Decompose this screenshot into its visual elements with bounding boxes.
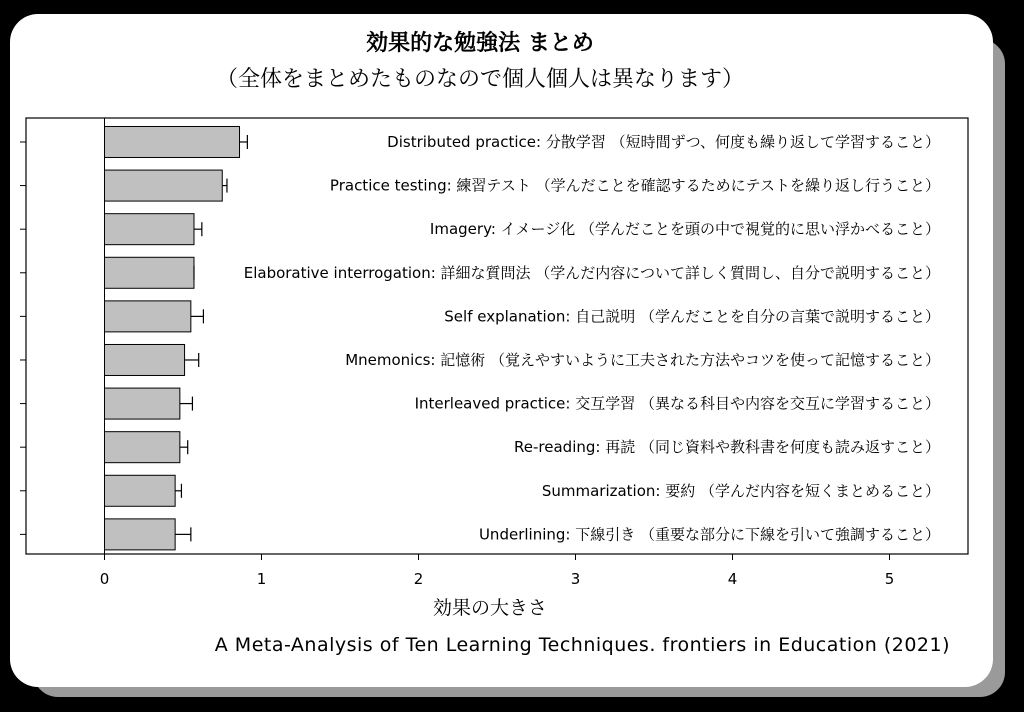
category-label: Summarization: 要約 （学んだ内容を短くまとめること） [541,481,940,500]
category-label-group [342,350,943,370]
bar [105,170,223,201]
category-label: Mnemonics: 記憶術 （覚えやすいように工夫された方法やコツを使って記憶すること） [345,350,940,369]
category-label: Imagery: イメージ化 （学んだことを頭の中で視覚的に思い浮かべること） [429,220,940,239]
category-label-group [476,524,943,544]
bar [105,257,194,288]
bar [105,301,191,332]
category-label: Re-reading: 再読 （同じ資料や教科書を何度も読み返すこと） [514,438,940,457]
bar [105,126,240,157]
x-tick-label: 4 [727,570,738,588]
x-tick-label: 0 [99,570,110,588]
category-label: Interleaved practice: 交互学習 （異なる科目や内容を交互に学習すること） [414,394,940,413]
chart-title-line2: （全体をまとめたものなので個人個人は異なります） [215,67,744,92]
x-tick-label: 1 [256,570,267,588]
category-label-group [539,481,943,501]
category-label-group [384,132,943,152]
category-label-group [412,394,943,414]
chart-title-line1: 効果的な勉強法 まとめ [366,31,594,56]
category-label: Underlining: 下線引き （重要な部分に下線を引いて強調すること） [478,525,940,544]
x-tick-label: 5 [884,570,895,588]
bar [105,388,180,419]
category-label: Distributed practice: 分散学習 （短時間ずつ、何度も繰り返して学習すること） [387,132,940,151]
category-label-group [427,219,943,239]
bar [105,214,194,245]
category-label: Self explanation: 自己説明 （学んだことを自分の言葉で説明すること） [444,307,940,326]
category-label-group [327,176,943,196]
x-tick-label: 3 [570,570,581,588]
source-citation: A Meta-Analysis of Ten Learning Techniques. frontiers in Education (2021) [214,634,950,656]
bar [105,475,176,506]
category-label-group [241,263,943,283]
x-axis-label: 効果の大きさ [432,597,547,619]
bar [105,344,185,375]
x-tick-label: 2 [413,570,424,588]
bar [105,519,176,550]
category-label: Elaborative interrogation: 詳細な質問法 （学んだ内容について詳しく質問し、自分で説明すること） [243,263,940,282]
category-label-group [511,437,943,457]
category-label-group [441,306,943,326]
bar [105,432,180,463]
category-label: Practice testing: 練習テスト （学んだことを確認するためにテストを繰り返し行うこと） [329,176,940,195]
